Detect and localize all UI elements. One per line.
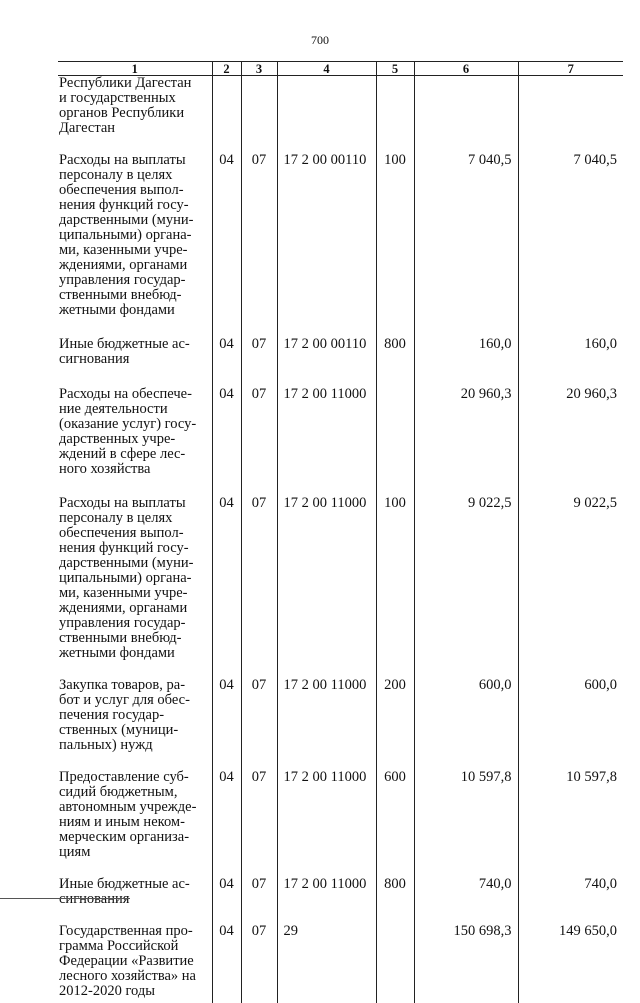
row-section-cell	[212, 678, 241, 770]
row-expense-type-value: 100	[377, 496, 414, 511]
row-name-line: обеспечения выпол-	[59, 526, 212, 541]
row-name-line: управления государ-	[59, 616, 212, 631]
row-name-cell	[58, 924, 212, 1003]
row-section-cell	[212, 924, 241, 1003]
row-subsection-cell	[241, 877, 277, 924]
row-name-line: Расходы на обеспече-	[59, 387, 212, 402]
row-name-line: (оказание услуг) госу-	[59, 417, 212, 432]
row-name-line: жетными фондами	[59, 303, 212, 318]
row-name-line: дарственными (муни-	[59, 556, 212, 571]
row-amount-col6-value: 740,0	[415, 877, 512, 892]
row-amount-col7-cell	[518, 153, 623, 337]
column-header-2: 2	[212, 62, 241, 76]
column-header-3: 3	[241, 62, 277, 76]
row-name-line: ципальными) органа-	[59, 571, 212, 586]
row-name-line: персоналу в целях	[59, 511, 212, 526]
row-expense-type-cell	[376, 770, 414, 877]
row-subsection-value: 07	[242, 387, 277, 402]
row-target-item-cell	[277, 678, 376, 770]
row-subsection-cell	[241, 678, 277, 770]
row-section-cell	[212, 877, 241, 924]
row-expense-type-value: 200	[377, 678, 414, 693]
row-name-line: ждениями, органами	[59, 601, 212, 616]
row-target-item-cell	[277, 924, 376, 1003]
footnote-separator	[0, 898, 130, 899]
row-target-item-cell	[277, 877, 376, 924]
row-name-line: печения государ-	[59, 708, 212, 723]
row-subsection-cell	[241, 770, 277, 877]
row-amount-col6-value: 160,0	[415, 337, 512, 352]
row-expense-type-cell	[376, 678, 414, 770]
row-name-line: Закупка товаров, ра-	[59, 678, 212, 693]
table-row	[58, 496, 623, 678]
row-name-line: органов Республики	[59, 106, 212, 121]
row-name-line: нения функций госу-	[59, 198, 212, 213]
row-subsection-value: 07	[242, 770, 277, 785]
row-target-item-cell	[277, 387, 376, 496]
row-expense-type-cell	[376, 387, 414, 496]
row-name-line: ственных (муници-	[59, 723, 212, 738]
row-amount-col7-value: 20 960,3	[519, 387, 618, 402]
row-subsection-cell	[241, 76, 277, 154]
column-header-4: 4	[277, 62, 376, 76]
row-name-cell	[58, 678, 212, 770]
row-name-line: ждений в сфере лес-	[59, 447, 212, 462]
row-amount-col6-value: 600,0	[415, 678, 512, 693]
row-subsection-value: 07	[242, 337, 277, 352]
row-name-line: ми, казенными учре-	[59, 243, 212, 258]
row-expense-type-cell	[376, 153, 414, 337]
row-target-item-cell	[277, 770, 376, 877]
row-section-cell	[212, 153, 241, 337]
row-name-line: нения функций госу-	[59, 541, 212, 556]
column-header-6: 6	[414, 62, 518, 76]
row-expense-type-cell	[376, 337, 414, 387]
row-name-line: циям	[59, 845, 212, 860]
row-section-value: 04	[213, 770, 241, 785]
row-name-cell	[58, 76, 212, 154]
row-target-item-value: 17 2 00 00110	[284, 153, 376, 168]
row-subsection-value: 07	[242, 496, 277, 511]
row-amount-col7-value: 149 650,0	[519, 924, 618, 939]
row-name-line: Дагестан	[59, 121, 212, 136]
row-section-cell	[212, 770, 241, 877]
row-name-cell	[58, 387, 212, 496]
row-name-cell	[58, 770, 212, 877]
row-amount-col6-value: 7 040,5	[415, 153, 512, 168]
row-name-line: управления государ-	[59, 273, 212, 288]
row-section-cell	[212, 337, 241, 387]
row-name-line: Предоставление суб-	[59, 770, 212, 785]
row-target-item-value: 17 2 00 11000	[284, 877, 376, 892]
row-amount-col7-value: 10 597,8	[519, 770, 618, 785]
table-row	[58, 76, 623, 154]
row-subsection-value: 07	[242, 678, 277, 693]
row-target-item-cell	[277, 337, 376, 387]
row-target-item-cell	[277, 76, 376, 154]
row-name-cell	[58, 877, 212, 924]
row-amount-col7-cell	[518, 76, 623, 154]
row-amount-col7-cell	[518, 496, 623, 678]
row-subsection-value: 07	[242, 924, 277, 939]
row-name-line: персоналу в целях	[59, 168, 212, 183]
row-amount-col7-cell	[518, 877, 623, 924]
row-subsection-cell	[241, 924, 277, 1003]
row-name-line: ципальными) органа-	[59, 228, 212, 243]
row-amount-col7-value: 160,0	[519, 337, 618, 352]
row-amount-col6-cell	[414, 153, 518, 337]
row-section-value: 04	[213, 496, 241, 511]
row-name-line: дарственными (муни-	[59, 213, 212, 228]
row-target-item-value: 17 2 00 11000	[284, 496, 376, 511]
row-amount-col7-value: 7 040,5	[519, 153, 618, 168]
row-name-line: обеспечения выпол-	[59, 183, 212, 198]
row-expense-type-value: 800	[377, 877, 414, 892]
row-amount-col7-cell	[518, 924, 623, 1003]
row-name-line: мерческим организа-	[59, 830, 212, 845]
row-amount-col7-cell	[518, 337, 623, 387]
table-row	[58, 678, 623, 770]
row-target-item-value: 17 2 00 00110	[284, 337, 376, 352]
row-target-item-value: 17 2 00 11000	[284, 678, 376, 693]
row-name-line: ственными внебюд-	[59, 631, 212, 646]
row-name-line: автономным учрежде-	[59, 800, 212, 815]
row-expense-type-cell	[376, 76, 414, 154]
row-expense-type-value: 100	[377, 153, 414, 168]
row-name-line: Республики Дагестан	[59, 76, 212, 91]
row-name-line: бот и услуг для обес-	[59, 693, 212, 708]
row-expense-type-cell	[376, 877, 414, 924]
row-section-value: 04	[213, 877, 241, 892]
row-name-line: дарственных учре-	[59, 432, 212, 447]
row-name-line: жетными фондами	[59, 646, 212, 661]
row-section-cell	[212, 387, 241, 496]
table-row	[58, 924, 623, 1003]
row-amount-col7-value: 740,0	[519, 877, 618, 892]
row-name-cell	[58, 337, 212, 387]
table-row	[58, 337, 623, 387]
table-header-row	[58, 62, 623, 76]
row-name-line: Иные бюджетные ас-	[59, 337, 212, 352]
row-amount-col6-cell	[414, 496, 518, 678]
row-section-value: 04	[213, 337, 241, 352]
row-target-item-cell	[277, 496, 376, 678]
table-row	[58, 153, 623, 337]
row-amount-col6-cell	[414, 337, 518, 387]
row-amount-col7-value: 600,0	[519, 678, 618, 693]
page-number: 700	[0, 33, 640, 48]
row-name-line: и государственных	[59, 91, 212, 106]
row-subsection-cell	[241, 387, 277, 496]
row-subsection-cell	[241, 496, 277, 678]
row-name-line: ние деятельности	[59, 402, 212, 417]
row-section-value: 04	[213, 924, 241, 939]
row-section-value: 04	[213, 153, 241, 168]
row-section-value: 04	[213, 387, 241, 402]
row-amount-col6-cell	[414, 387, 518, 496]
table-body	[58, 76, 623, 1003]
row-expense-type-cell	[376, 496, 414, 678]
row-amount-col6-cell	[414, 76, 518, 154]
row-amount-col6-value: 9 022,5	[415, 496, 512, 511]
row-name-cell	[58, 153, 212, 337]
row-name-line: сидий бюджетным,	[59, 785, 212, 800]
row-target-item-value: 29	[284, 924, 376, 939]
row-amount-col6-value: 10 597,8	[415, 770, 512, 785]
row-amount-col6-cell	[414, 678, 518, 770]
row-name-line: ми, казенными учре-	[59, 586, 212, 601]
table-row	[58, 387, 623, 496]
row-name-line: ного хозяйства	[59, 462, 212, 477]
row-target-item-value: 17 2 00 11000	[284, 770, 376, 785]
row-amount-col6-value: 20 960,3	[415, 387, 512, 402]
row-amount-col7-cell	[518, 387, 623, 496]
row-target-item-value: 17 2 00 11000	[284, 387, 376, 402]
row-target-item-cell	[277, 153, 376, 337]
row-subsection-cell	[241, 153, 277, 337]
row-name-line: 2012-2020 годы	[59, 984, 212, 999]
table-row	[58, 877, 623, 924]
row-subsection-cell	[241, 337, 277, 387]
row-expense-type-value: 800	[377, 337, 414, 352]
column-header-1: 1	[58, 62, 212, 76]
row-section-cell	[212, 496, 241, 678]
row-name-line: Расходы на выплаты	[59, 153, 212, 168]
row-amount-col6-cell	[414, 924, 518, 1003]
row-amount-col6-value: 150 698,3	[415, 924, 512, 939]
row-name-line: грамма Российской	[59, 939, 212, 954]
row-amount-col7-cell	[518, 770, 623, 877]
row-subsection-value: 07	[242, 877, 277, 892]
column-header-5: 5	[376, 62, 414, 76]
row-amount-col7-value: 9 022,5	[519, 496, 618, 511]
row-name-line: пальных) нужд	[59, 738, 212, 753]
row-name-line: Государственная про-	[59, 924, 212, 939]
row-amount-col6-cell	[414, 770, 518, 877]
row-name-line: Расходы на выплаты	[59, 496, 212, 511]
row-name-line: ниям и иным неком-	[59, 815, 212, 830]
budget-table	[58, 61, 623, 1003]
row-name-line: ждениями, органами	[59, 258, 212, 273]
row-subsection-value: 07	[242, 153, 277, 168]
table-row	[58, 770, 623, 877]
row-amount-col7-cell	[518, 678, 623, 770]
row-section-value: 04	[213, 678, 241, 693]
row-expense-type-cell	[376, 924, 414, 1003]
row-name-line: сигнования	[59, 352, 212, 367]
row-name-cell	[58, 496, 212, 678]
row-expense-type-value: 600	[377, 770, 414, 785]
row-name-line: лесного хозяйства» на	[59, 969, 212, 984]
row-section-cell	[212, 76, 241, 154]
row-name-line: ственными внебюд-	[59, 288, 212, 303]
row-amount-col6-cell	[414, 877, 518, 924]
row-name-line: Федерации «Развитие	[59, 954, 212, 969]
row-name-line: сигнования	[59, 892, 212, 907]
row-name-line: Иные бюджетные ас-	[59, 877, 212, 892]
column-header-7: 7	[518, 62, 623, 76]
